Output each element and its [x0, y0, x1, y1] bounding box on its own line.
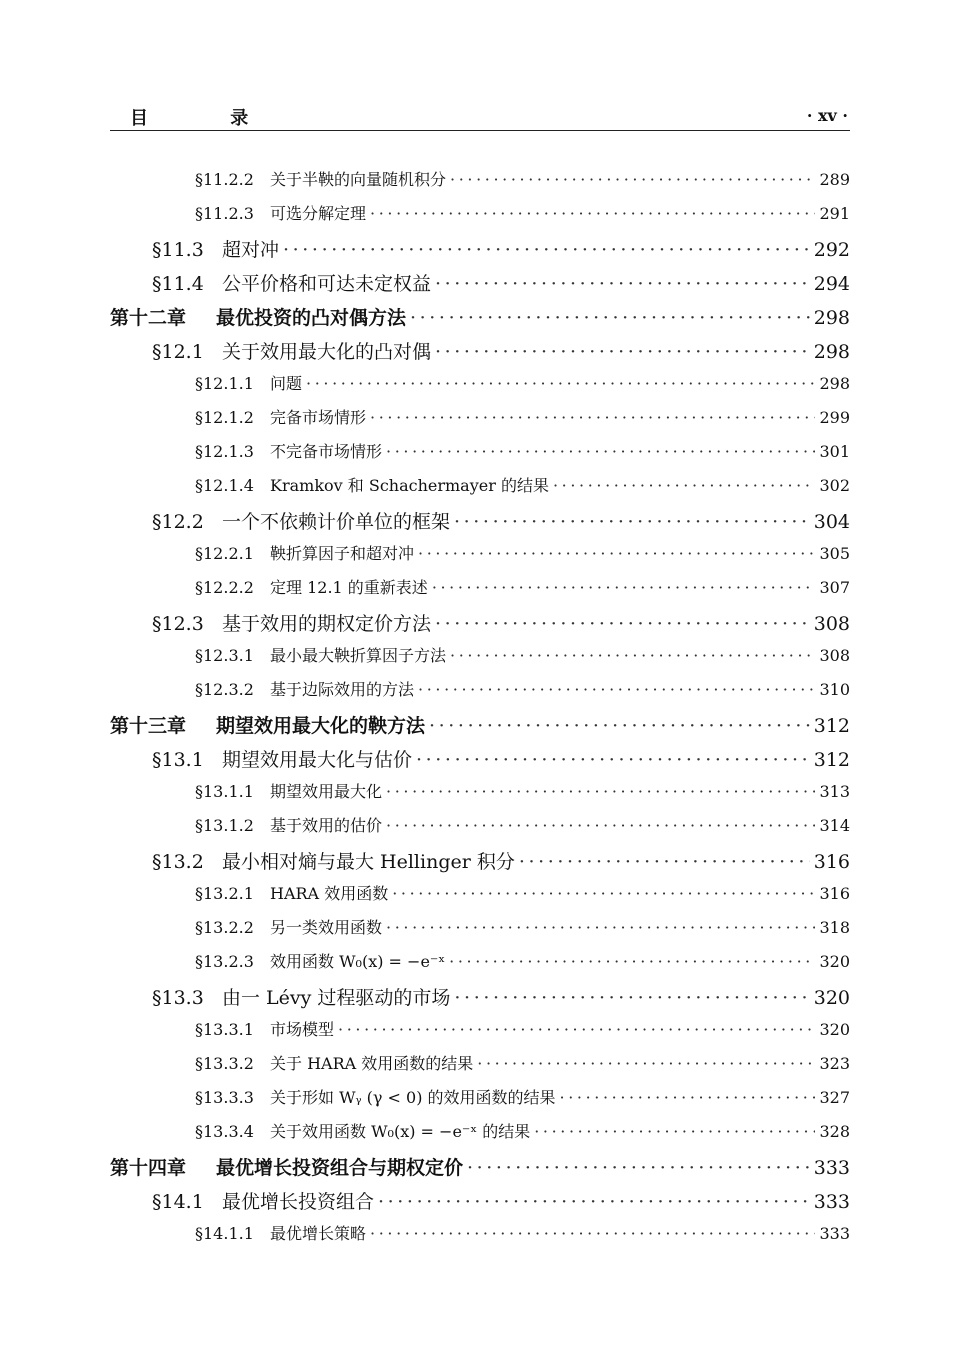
entry-page: 318: [819, 918, 850, 937]
leader-dots: [429, 715, 810, 737]
entry-title: 一个不依赖计价单位的框架: [222, 511, 451, 533]
entry-title: 期望效用最大化与估价: [222, 749, 413, 771]
entry-page: 333: [813, 1191, 850, 1213]
entry-page: 291: [819, 204, 850, 223]
entry-page: 298: [813, 341, 850, 363]
leader-dots: [410, 307, 810, 329]
entry-title: 基于效用的估价: [270, 816, 383, 835]
leader-dots: [449, 952, 815, 971]
entry-title: 关于形如 Wᵧ (γ < 0) 的效用函数的结果: [270, 1088, 556, 1107]
toc-entry[interactable]: [195, 779, 850, 809]
leader-dots: [418, 680, 815, 699]
leader-dots: [560, 1088, 816, 1107]
toc-chapter[interactable]: [110, 1153, 850, 1183]
toc-entry[interactable]: [152, 609, 850, 639]
toc-entry[interactable]: [195, 541, 850, 571]
leader-dots: [450, 170, 815, 189]
entry-number: §11.2.3: [195, 204, 254, 223]
toc-entry[interactable]: [195, 881, 850, 911]
header-page-number: · xv ·: [806, 106, 848, 125]
entry-title: 期望效用最大化: [270, 782, 383, 801]
entry-page: 312: [813, 749, 850, 771]
entry-page: 301: [819, 442, 850, 461]
entry-number: §12.3.2: [195, 680, 254, 699]
entry-number: §13.3.3: [195, 1088, 254, 1107]
header-title: 目 录: [130, 108, 287, 129]
entry-number: §14.1.1: [195, 1224, 254, 1243]
entry-page: 323: [819, 1054, 850, 1073]
toc-entry[interactable]: [152, 337, 850, 367]
leader-dots: [386, 782, 815, 801]
leader-dots: [432, 578, 816, 597]
entry-title: 关于半鞅的向量随机积分: [270, 170, 447, 189]
toc-entry[interactable]: [195, 371, 850, 401]
entry-number: §12.1.1: [195, 374, 254, 393]
entry-title: 完备市场情形: [270, 408, 367, 427]
toc-entry[interactable]: [195, 1221, 850, 1251]
entry-title: 超对冲: [222, 239, 280, 261]
leader-dots: [534, 1122, 815, 1141]
entry-title: 不完备市场情形: [270, 442, 383, 461]
chapter-title: 期望效用最大化的鞅方法: [216, 715, 426, 737]
entry-page: 320: [813, 987, 850, 1009]
entry-number: §12.1.2: [195, 408, 254, 427]
entry-number: §13.2.2: [195, 918, 254, 937]
leader-dots: [370, 204, 815, 223]
entry-number: §12.2.2: [195, 578, 254, 597]
toc-entry[interactable]: [152, 1187, 850, 1217]
leader-dots: [454, 511, 810, 533]
chapter-title: 最优增长投资组合与期权定价: [216, 1157, 464, 1179]
entry-number: §13.2.1: [195, 884, 254, 903]
entry-title: 定理 12.1 的重新表述: [270, 578, 428, 597]
entry-page: 310: [819, 680, 850, 699]
entry-title: 最小最大鞅折算因子方法: [270, 646, 447, 665]
toc-entry[interactable]: [195, 915, 850, 945]
entry-page: 307: [819, 578, 850, 597]
leader-dots: [370, 408, 815, 427]
entry-number: §12.3: [152, 613, 204, 635]
toc-entry[interactable]: [195, 1017, 850, 1047]
chapter-number: 第十四章: [110, 1157, 187, 1179]
entry-number: §11.4: [152, 273, 204, 295]
entry-page: 313: [819, 782, 850, 801]
toc-entry[interactable]: [152, 507, 850, 537]
entry-number: §14.1: [152, 1191, 204, 1213]
leader-dots: [418, 544, 815, 563]
entry-title: 基于边际效用的方法: [270, 680, 415, 699]
leader-dots: [519, 851, 810, 873]
page-header: [110, 100, 850, 131]
leader-dots: [553, 476, 815, 495]
leader-dots: [450, 646, 815, 665]
leader-dots: [454, 987, 809, 1009]
entry-number: §13.3.2: [195, 1054, 254, 1073]
toc-entry[interactable]: [152, 235, 850, 265]
entry-title: 关于效用函数 W₀(x) = −e⁻ˣ 的结果: [270, 1122, 531, 1141]
leader-dots: [386, 442, 815, 461]
toc-entry[interactable]: [195, 949, 850, 979]
entry-page: 333: [813, 1157, 850, 1179]
leader-dots: [386, 918, 815, 937]
entry-number: §12.1.4: [195, 476, 254, 495]
entry-page: 320: [819, 952, 850, 971]
entry-title: 基于效用的期权定价方法: [222, 613, 432, 635]
entry-title: 可选分解定理: [270, 204, 367, 223]
entry-title: 最优增长投资组合: [222, 1191, 375, 1213]
entry-title: 效用函数 W₀(x) = −e⁻ˣ: [270, 952, 446, 971]
entry-title: 关于 HARA 效用函数的结果: [270, 1054, 474, 1073]
entry-number: §13.2.3: [195, 952, 254, 971]
entry-page: 316: [819, 884, 850, 903]
leader-dots: [477, 1054, 815, 1073]
entry-page: 292: [813, 239, 850, 261]
toc-entry[interactable]: [195, 473, 850, 503]
toc-entry[interactable]: [195, 1085, 850, 1115]
entry-page: 305: [819, 544, 850, 563]
entry-title: 关于效用最大化的凸对偶: [222, 341, 432, 363]
entry-page: 299: [819, 408, 850, 427]
entry-page: 302: [819, 476, 850, 495]
toc-entry[interactable]: [195, 1119, 850, 1149]
entry-page: 304: [813, 511, 850, 533]
toc-entry[interactable]: [195, 405, 850, 435]
toc-entry[interactable]: [195, 201, 850, 231]
entry-page: 333: [819, 1224, 850, 1243]
entry-number: §11.2.2: [195, 170, 254, 189]
toc-entry[interactable]: [195, 575, 850, 605]
toc-entry[interactable]: [195, 439, 850, 469]
toc-entry[interactable]: [152, 847, 850, 877]
leader-dots: [283, 239, 810, 261]
entry-number: §12.2: [152, 511, 204, 533]
entry-title: 最优增长策略: [270, 1224, 367, 1243]
entry-title: HARA 效用函数: [270, 884, 389, 903]
leader-dots: [370, 1224, 815, 1243]
entry-number: §12.2.1: [195, 544, 254, 563]
leader-dots: [392, 884, 815, 903]
entry-page: 320: [819, 1020, 850, 1039]
toc-entry[interactable]: [195, 167, 850, 197]
leader-dots: [306, 374, 815, 393]
toc-chapter[interactable]: [110, 303, 850, 333]
entry-page: 316: [813, 851, 850, 873]
toc-entry[interactable]: [195, 677, 850, 707]
entry-page: 308: [813, 613, 850, 635]
toc-entry[interactable]: [195, 643, 850, 673]
entry-title: 最小相对熵与最大 Hellinger 积分: [222, 851, 515, 873]
entry-page: 312: [813, 715, 850, 737]
entry-page: 298: [813, 307, 850, 329]
entry-title: 鞅折算因子和超对冲: [270, 544, 415, 563]
chapter-number: 第十三章: [110, 715, 187, 737]
leader-dots: [435, 613, 810, 635]
chapter-title: 最优投资的凸对偶方法: [216, 307, 407, 329]
leader-dots: [338, 1020, 815, 1039]
entry-title: 公平价格和可达未定权益: [222, 273, 432, 295]
entry-number: §13.3: [152, 987, 204, 1009]
entry-page: 314: [819, 816, 850, 835]
entry-page: 327: [819, 1088, 850, 1107]
leader-dots: [416, 749, 810, 771]
toc-entry[interactable]: [195, 813, 850, 843]
leader-dots: [378, 1191, 810, 1213]
leader-dots: [435, 273, 810, 295]
entry-number: §13.2: [152, 851, 204, 873]
leader-dots: [435, 341, 810, 363]
entry-title: Kramkov 和 Schachermayer 的结果: [270, 476, 549, 495]
chapter-number: 第十二章: [110, 307, 187, 329]
entry-number: §13.1.2: [195, 816, 254, 835]
entry-number: §12.3.1: [195, 646, 254, 665]
entry-title: 市场模型: [270, 1020, 335, 1039]
entry-page: 289: [819, 170, 850, 189]
entry-title: 另一类效用函数: [270, 918, 383, 937]
entry-page: 328: [819, 1122, 850, 1141]
entry-title: 问题: [270, 374, 303, 393]
toc-entry[interactable]: [152, 745, 850, 775]
entry-number: §13.3.4: [195, 1122, 254, 1141]
toc-chapter[interactable]: [110, 711, 850, 741]
entry-page: 298: [819, 374, 850, 393]
entry-page: 294: [813, 273, 850, 295]
entry-number: §12.1.3: [195, 442, 254, 461]
leader-dots: [467, 1157, 810, 1179]
entry-number: §12.1: [152, 341, 204, 363]
entry-number: §11.3: [152, 239, 204, 261]
entry-number: §13.3.1: [195, 1020, 254, 1039]
entry-title: 由一 Lévy 过程驱动的市场: [222, 987, 451, 1009]
toc-entry[interactable]: [152, 983, 850, 1013]
toc-entry[interactable]: [195, 1051, 850, 1081]
toc-entry[interactable]: [152, 269, 850, 299]
entry-number: §13.1.1: [195, 782, 254, 801]
entry-number: §13.1: [152, 749, 204, 771]
entry-page: 308: [819, 646, 850, 665]
leader-dots: [386, 816, 815, 835]
